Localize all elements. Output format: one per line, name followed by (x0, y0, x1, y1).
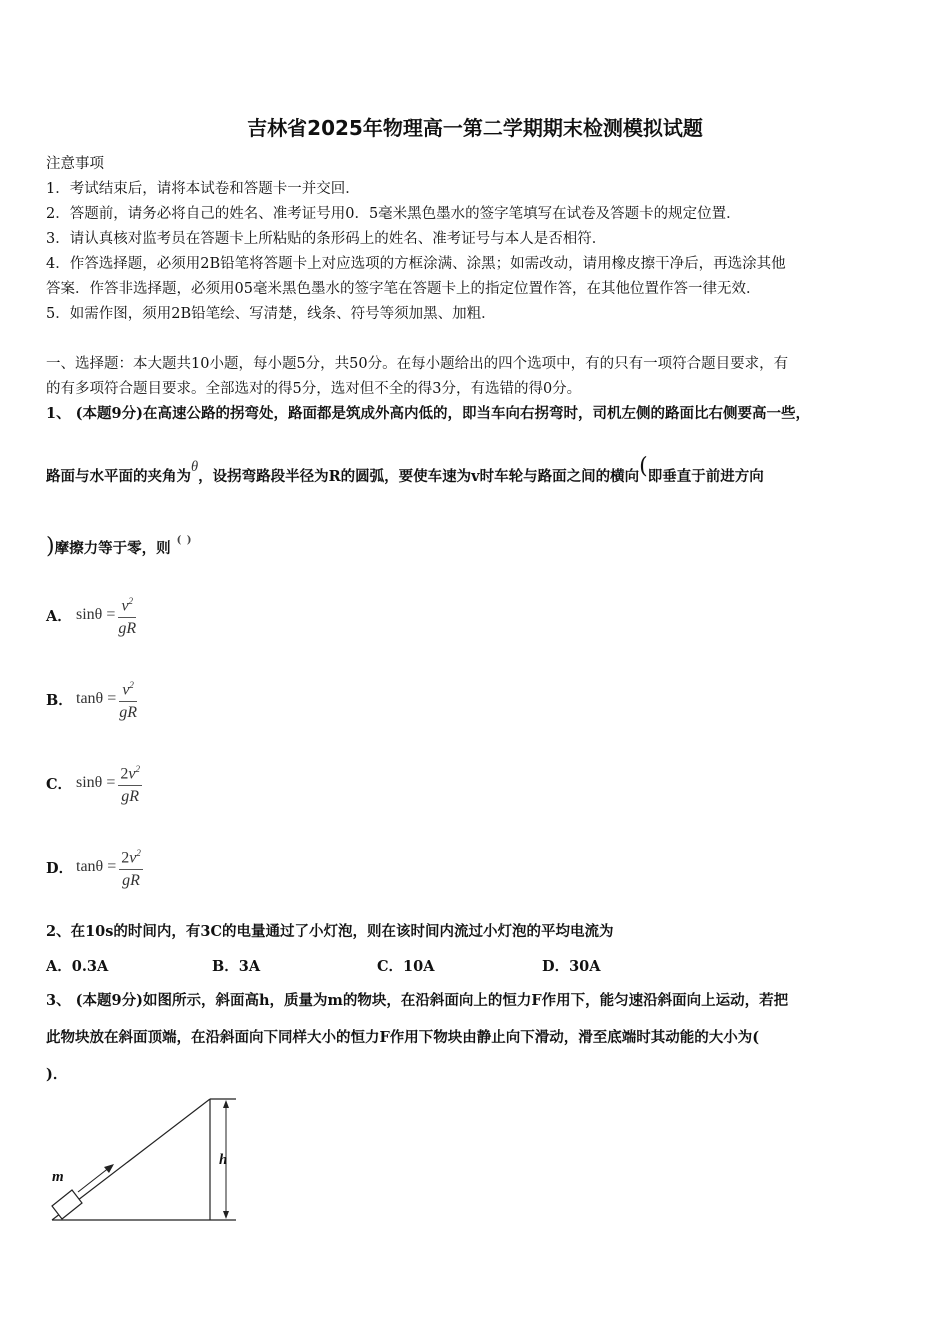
option-a[interactable]: A．0.3A (46, 958, 109, 975)
notice-item: 1．考试结束后，请将本试卷和答题卡一并交回． (46, 181, 360, 197)
incline-figure (44, 1090, 244, 1230)
notice-item: 4．作答选择题，必须用2B铅笔将答题卡上对应选项的方框涂满、涂黑；如需改动，请用橡皮擦干净后，再选涂其他 (46, 256, 786, 272)
option-b[interactable]: B．3A (212, 958, 261, 975)
height-arrow-head-down (223, 1211, 229, 1219)
force-arrow-head (104, 1164, 114, 1173)
question-3-stem-line2: 此物块放在斜面顶端，在沿斜面向下同样大小的恒力F作用下物块由静止向下滑动，滑至底端时其动能的大小为( (46, 1029, 760, 1046)
question-1-stem-line3: )摩擦力等于零，则 ( ) (46, 534, 193, 559)
option-d[interactable]: D．30A (542, 958, 601, 975)
page-title: 吉林省2025年物理高一第二学期期末检测模拟试题 (247, 116, 703, 140)
question-3-stem-line3: )． (46, 1066, 68, 1083)
height-label: h (219, 1152, 228, 1168)
question-1-stem: 1、 (本题9分)在高速公路的拐弯处，路面都是筑成外高内低的，即当车向右拐弯时，司机左侧的路面比右侧要高一些， (46, 405, 810, 422)
question-2-stem: 2、在10s的时间内，有3C的电量通过了小灯泡，则在该时间内流过小灯泡的平均电流为 (46, 923, 614, 940)
option-b[interactable]: B． tanθ = $\frac{v^2}{gR}$ (46, 674, 137, 724)
question-3-stem: 3、 (本题9分)如图所示，斜面高h，质量为m的物块，在沿斜面向上的恒力F作用下，能匀速沿斜面向上运动，若把 (46, 992, 789, 1009)
height-arrow-head-up (223, 1100, 229, 1108)
option-d[interactable]: D． tanθ = $\frac{2v^2}{gR}$ (46, 842, 143, 892)
section-instruction: 一、选择题：本大题共10小题，每小题5分，共50分。在每小题给出的四个选项中，有的只有一项符合题目要求，有 (46, 356, 789, 372)
mass-label: m (52, 1169, 64, 1185)
question-1-stem-line2: 路面与水平面的夹角为θ，设拐弯路段半径为R的圆弧，要使车速为v时车轮与路面之间的横向(即垂直于前进方向 (46, 454, 764, 485)
option-a[interactable]: A． sinθ = $\frac{v^2}{gR}$ (46, 590, 136, 640)
section-instruction: 的有多项符合题目要求。全部选对的得5分，选对但不全的得3分，有选错的得0分。 (46, 381, 582, 397)
answer-blank: ( ) (176, 535, 193, 546)
notice-item: 答案．作答非选择题，必须用05毫米黑色墨水的签字笔在答题卡上的指定位置作答，在其他位置作答一律无效． (46, 281, 761, 297)
notice-item: 3．请认真核对监考员在答题卡上所粘贴的条形码上的姓名、准考证号与本人是否相符． (46, 231, 607, 247)
theta-symbol: θ (191, 459, 199, 475)
block (52, 1190, 82, 1219)
option-c[interactable]: C．10A (377, 958, 435, 975)
notice-item: 5．如需作图，须用2B铅笔绘、写清楚，线条、符号等须加黑、加粗． (46, 306, 496, 322)
option-c[interactable]: C． sinθ = $\frac{2v^2}{gR}$ (46, 758, 142, 808)
notice-heading: 注意事项 (46, 156, 104, 172)
notice-item: 2．答题前，请务必将自己的姓名、准考证号用0．5毫米黑色墨水的签字笔填写在试卷及答题卡的规定位置． (46, 206, 741, 222)
